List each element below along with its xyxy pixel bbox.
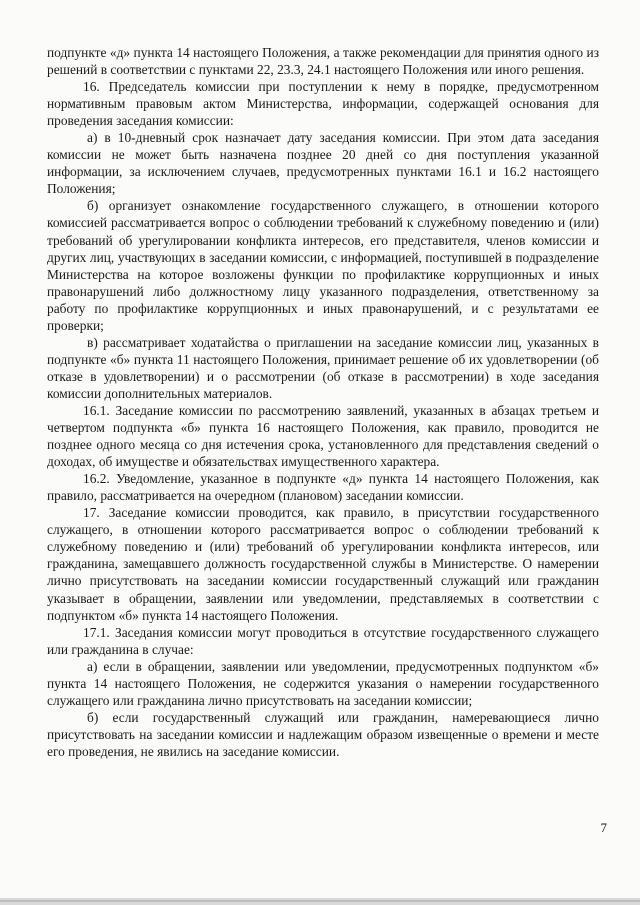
subparagraph-16v: в) рассматривает ходатайства о приглашении на заседание комиссии лиц, указанных в подпункте «б» пункта 11 настоящего Положения, принимает решение об их удовлетворении (об отказе в удовлетворении) и о рассмотрении (об отказе в рассмотрении) в ходе заседания комиссии дополнительных материалов. (47, 334, 599, 401)
paragraph-16: 16. Председатель комиссии при поступлении к нему в порядке, предусмотренном нормативным правовым актом Министерства, информации, содержащей основания для проведения заседания комиссии: (47, 79, 599, 129)
scan-bottom-line (0, 900, 640, 902)
paragraph-continuation: подпункте «д» пункта 14 настоящего Положения, а также рекомендации для принятия одного из решений в соответствии с пунктами 22, 23.3, 24.1 настоящего Положения или иного решения. (47, 45, 599, 78)
paragraph-16-1: 16.1. Заседание комиссии по рассмотрению заявлений, указанных в абзацах третьем и четвертом подпункта «б» пункта 16 настоящего Положения, как правило, проводится не позднее одного месяца со дня истечения срока, установленного для представления сведений о доходах, об имуществе и обязательствах имущественного характера. (47, 402, 599, 470)
paragraph-17: 17. Заседание комиссии проводится, как правило, в присутствии государственного служащего, в отношении которого рассматривается вопрос о соблюдении требований к служебному поведению и (или) требований об урегулировании конфликта интересов, или гражданина, замещавшего должность государственной службы в Министерстве. О намерении лично присутствовать на заседании комиссии государственный служащий или гражданин указывает в обращении, заявлении или уведомлении, представляемых в соответствии с подпунктом «б» пункта 14 настоящего Положения. (47, 505, 599, 623)
document-body (47, 44, 599, 760)
page-number: 7 (600, 820, 607, 835)
paragraph-17-1: 17.1. Заседания комиссии могут проводиться в отсутствие государственного служащего или гражданина в случае: (47, 624, 599, 657)
subparagraph-16b: б) организует ознакомление государственного служащего, в отношении которого комиссией рассматривается вопрос о соблюдении требований к служебному поведению и (или) требований об урегулировании конфликта интересов, его представителя, членов комиссии и других лиц, участвующих в заседании комиссии, с информацией, поступившей в подразделение Министерства на которое возложены функции по профилактике коррупционных и иных правонарушений либо должностному лицу указанного подразделения, ответственному за работу по профилактике коррупционных и иных правонарушений, и с результатами ее проверки; (47, 198, 599, 333)
paragraph-16-2: 16.2. Уведомление, указанное в подпункте «д» пункта 14 настоящего Положения, как правило, рассматривается на очередном (плановом) заседании комиссии. (47, 471, 599, 504)
subparagraph-17-1a: а) если в обращении, заявлении или уведомлении, предусмотренных подпунктом «б» пункта 14 настоящего Положения, не содержится указания о намерении государственного служащего или гражданина лично присутствовать на заседании комиссии; (47, 658, 599, 708)
subparagraph-17-1b: б) если государственный служащий или гражданин, намеревающиеся лично присутствовать на заседании комиссии и надлежащим образом извещенные о времени и месте его проведения, не явились на заседание комиссии. (47, 709, 599, 759)
subparagraph-16a: а) в 10-дневный срок назначает дату заседания комиссии. При этом дата заседания комиссии не может быть назначена позднее 20 дней со дня поступления указанной информации, за исключением случаев, предусмотренных пунктами 16.1 и 16.2 настоящего Положения; (47, 130, 599, 197)
